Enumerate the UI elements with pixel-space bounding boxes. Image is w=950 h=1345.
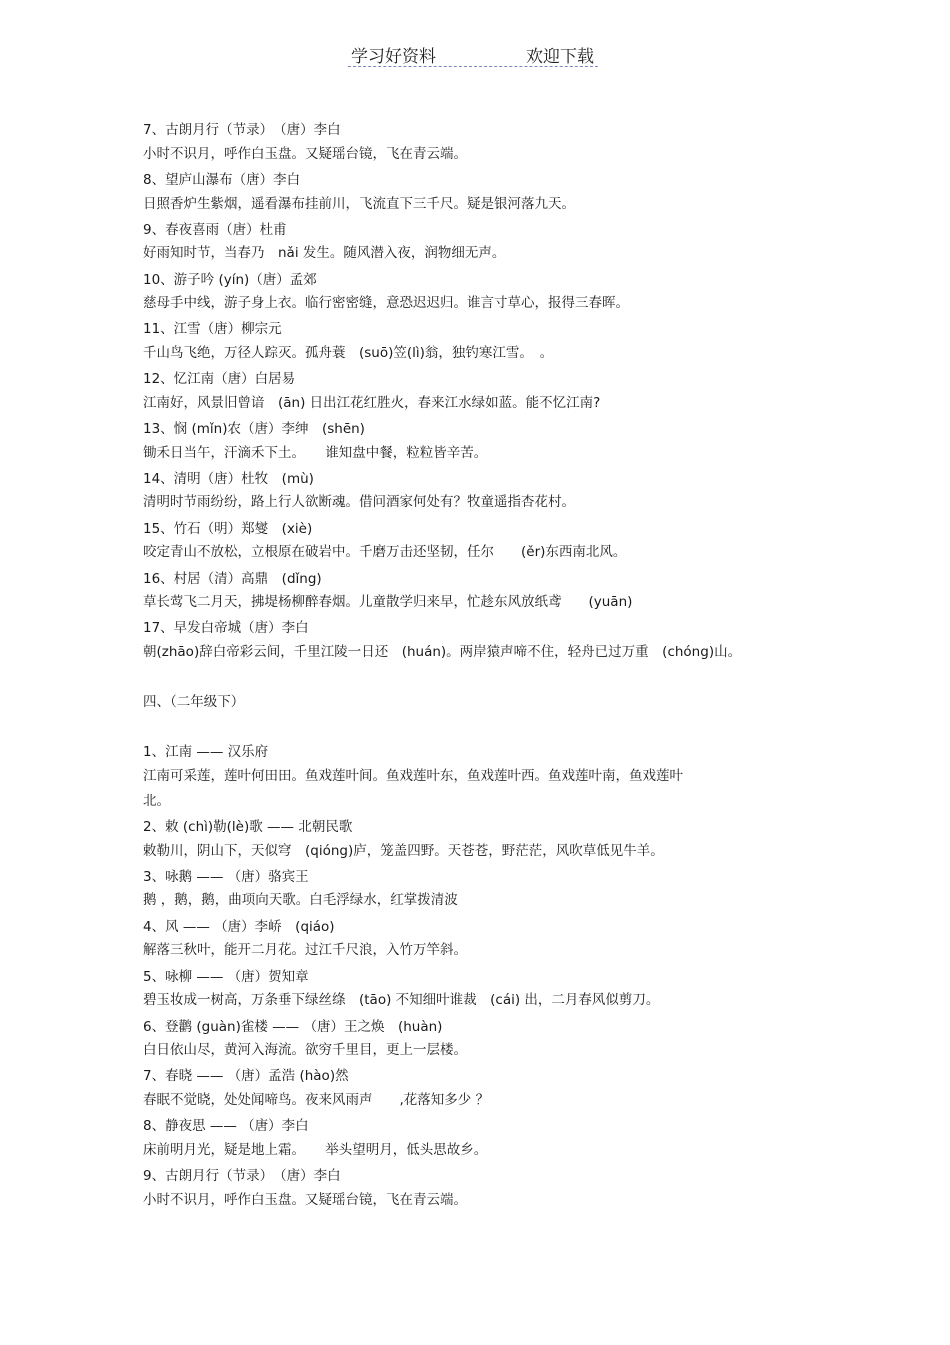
poem-text: 敕勒川，阴山下，天似穹 (qióng)庐，笼盖四野。天苍苍，野茫茫，风吹草低见牛羊。 [143,843,664,859]
poem-text: 草长莺飞二月天，拂堤杨柳醉春烟。儿童散学归来早，忙趁东风放纸鸢 (yuān) [143,594,633,610]
poem-text: 鹅 ，鹅，鹅，曲项向天歌。白毛浮绿水，红掌拨清波 [143,892,458,908]
poem-title: 3、咏鹅 —— （唐）骆宾王 [143,869,309,885]
poem-title: 7、古朗月行（节录） （唐）李白 [143,122,341,138]
poem-title: 2、敕 (chì)勒(lè)歌 —— 北朝民歌 [143,819,353,835]
poem-title: 17、早发白帝城（唐）李白 [143,620,309,636]
poem-text: 小时不识月，呼作白玉盘。又疑瑶台镜，飞在青云端。 [143,1192,467,1208]
poem-text: 千山鸟飞绝，万径人踪灭。孤舟蓑 (suō)笠(lì)翁，独钓寒江雪。 。 [143,345,554,361]
poem-title: 4、风 —— （唐）李峤 (qiáo) [143,919,335,935]
poem-title: 15、竹石（明）郑燮 (xiè) [143,521,313,537]
poem-title: 11、江雪（唐）柳宗元 [143,321,282,337]
poem-title: 9、古朗月行（节录） （唐）李白 [143,1168,341,1184]
poem-text: 日照香炉生紫烟，遥看瀑布挂前川，飞流直下三千尺。疑是银河落九天。 [143,196,575,212]
poem-title: 8、望庐山瀑布（唐）李白 [143,172,301,188]
poem-title: 6、登鹳 (guàn)雀楼 —— （唐）王之焕 (huàn) [143,1019,443,1035]
poem-text: 咬定青山不放松，立根原在破岩中。千磨万击还坚韧，任尔 (ěr)东西南北风。 [143,544,627,560]
poem-text: 清明时节雨纷纷，路上行人欲断魂。借问酒家何处有？牧童遥指杏花村。 [143,494,575,510]
poem-text: 小时不识月，呼作白玉盘。又疑瑶台镜，飞在青云端。 [143,146,467,162]
poem-text: 好雨知时节，当春乃 nǎi 发生。随风潜入夜，润物细无声。 [143,245,506,261]
poem-text: 江南可采莲，莲叶何田田。鱼戏莲叶间。鱼戏莲叶东，鱼戏莲叶西。鱼戏莲叶南，鱼戏莲叶 [143,768,683,784]
poem-title: 5、咏柳 —— （唐）贺知章 [143,969,309,985]
poem-title: 14、清明（唐）杜牧 (mù) [143,471,314,487]
poem-title: 16、村居（清）高鼎 (dǐng) [143,571,322,587]
poem-text: 江南好，风景旧曾谙 (ān) 日出江花红胜火，春来江水绿如蓝。能不忆江南? [143,395,601,411]
section-heading: 四、（二年级下） [143,694,245,710]
poem-text: 锄禾日当午，汗滴禾下土。 谁知盘中餐，粒粒皆辛苦。 [143,445,488,461]
poem-text: 床前明月光，疑是地上霜。 举头望明月，低头思故乡。 [143,1142,488,1158]
poem-text: 解落三秋叶，能开二月花。过江千尺浪，入竹万竿斜。 [143,942,467,958]
poem-title: 8、静夜思 —— （唐）李白 [143,1118,309,1134]
poem-text: 碧玉妆成一树高，万条垂下绿丝绦 (tāo) 不知细叶谁裁 (cái) 出，二月春风似剪刀。 [143,992,660,1008]
header-right-text: 欢迎下载 [526,47,594,67]
poem-text: 朝(zhāo)辞白帝彩云间，千里江陵一日还 (huán)。两岸猿声啼不住，轻舟已过万重 (chóng)山。 [143,644,742,660]
poem-text: 慈母手中线，游子身上衣。临行密密缝，意恐迟迟归。谁言寸草心，报得三春晖。 [143,295,629,311]
poem-title: 13、悯 (mǐn)农（唐）李绅 (shēn) [143,421,365,437]
poem-text: 北。 [143,793,170,809]
header-left-text: 学习好资料 [351,47,436,67]
poem-text: 白日依山尽，黄河入海流。欲穷千里目，更上一层楼。 [143,1042,467,1058]
page-header [348,42,598,67]
poem-title: 10、游子吟 (yín)（唐）孟郊 [143,272,317,288]
poem-title: 9、春夜喜雨（唐）杜甫 [143,222,287,238]
poem-text: 春眠不觉晓，处处闻啼鸟。夜来风雨声 ,花落知多少 ？ [143,1092,490,1108]
poem-title: 1、江南 —— 汉乐府 [143,744,269,760]
poem-title: 7、春晓 —— （唐）孟浩 (hào)然 [143,1068,349,1084]
poem-title: 12、忆江南（唐）白居易 [143,371,296,387]
